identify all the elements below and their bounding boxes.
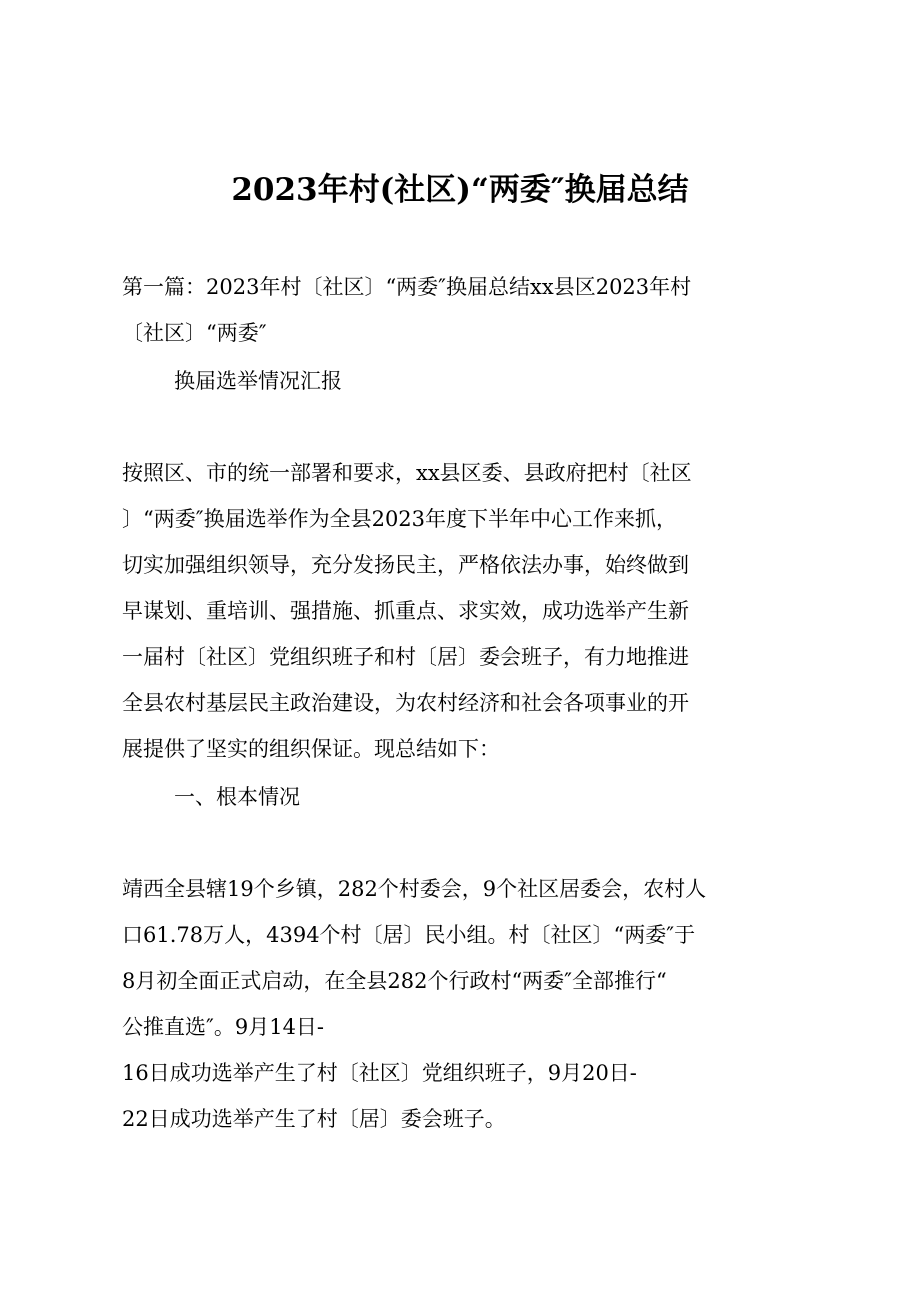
paragraph-line: 公推直选″。9月14日- — [122, 1015, 325, 1039]
document-title: 2023年村(社区)“两委″换届总结 — [231, 172, 689, 208]
paragraph-line: 切实加强组织领导，充分发扬民主，严格依法办事，始终做到 — [122, 553, 689, 577]
heading-line: 第一篇：2023年村〔社区〕“两委″换届总结xx县区2023年村 — [122, 275, 692, 299]
paragraph-line: 一届村〔社区〕党组织班子和村〔居〕委会班子，有力地推进 — [122, 645, 689, 669]
paragraph-line: 展提供了坚实的组织保证。现总结如下： — [122, 737, 500, 761]
heading-line: 〔社区〕“两委″ — [122, 321, 267, 345]
paragraph-line: 〕“两委″换届选举作为全县2023年度下半年中心工作来抓， — [122, 507, 678, 531]
paragraph-line: 口61.78万人，4394个村〔居〕民小组。村〔社区〕“两委″于 — [122, 923, 696, 947]
paragraph-line: 8月初全面正式启动，在全县282个行政村“两委″全部推行“ — [122, 969, 667, 993]
paragraph-line: 早谋划、重培训、强措施、抓重点、求实效，成功选举产生新 — [122, 599, 689, 623]
paragraph-line: 靖西全县辖19个乡镇，282个村委会，9个社区居委会，农村人 — [122, 877, 707, 901]
subheading: 换届选举情况汇报 — [174, 369, 342, 393]
paragraph-line: 16日成功选举产生了村〔社区〕党组织班子，9月20日- — [122, 1061, 637, 1085]
section-heading: 一、根本情况 — [174, 785, 300, 809]
paragraph-line: 全县农村基层民主政治建设，为农村经济和社会各项事业的开 — [122, 691, 689, 715]
paragraph-line: 22日成功选举产生了村〔居〕委会班子。 — [122, 1107, 506, 1131]
paragraph-line: 按照区、市的统一部署和要求，xx县区委、县政府把村〔社区 — [122, 461, 692, 485]
